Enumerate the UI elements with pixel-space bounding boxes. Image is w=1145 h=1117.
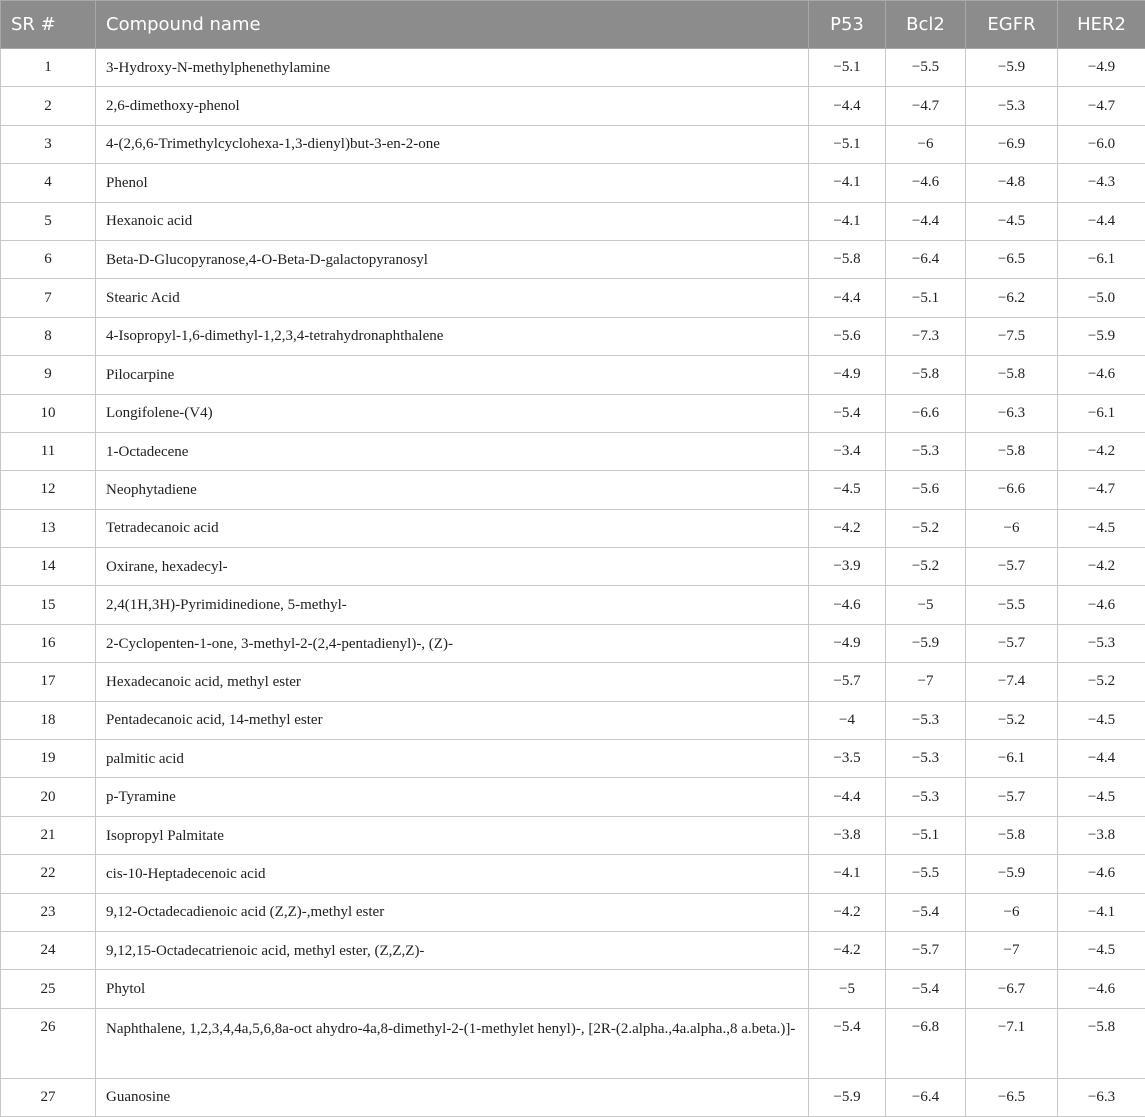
table-row — [1, 279, 1145, 317]
table-row — [1, 509, 1145, 547]
sr-cell: 15 — [1, 586, 96, 624]
table-row — [1, 855, 1145, 893]
her2-cell: −4.2 — [1058, 432, 1145, 470]
her2-cell: −3.8 — [1058, 816, 1145, 854]
p53-cell: −3.8 — [809, 816, 886, 854]
compound-name-cell: Phytol — [96, 970, 809, 1008]
sr-cell: 8 — [1, 317, 96, 355]
bcl2-cell: −6 — [886, 125, 966, 163]
p53-cell: −5.7 — [809, 663, 886, 701]
bcl2-cell: −5.9 — [886, 624, 966, 662]
compound-name-cell: 4-(2,6,6-Trimethylcyclohexa-1,3-dienyl)but-3-en-2-one — [96, 125, 809, 163]
table-row — [1, 240, 1145, 278]
table-row — [1, 970, 1145, 1008]
header-p53: P53 — [809, 1, 886, 49]
p53-cell: −5.6 — [809, 317, 886, 355]
bcl2-cell: −5 — [886, 586, 966, 624]
her2-cell: −4.7 — [1058, 471, 1145, 509]
p53-cell: −4.4 — [809, 778, 886, 816]
p53-cell: −4.4 — [809, 87, 886, 125]
her2-cell: −4.5 — [1058, 701, 1145, 739]
table-row — [1, 125, 1145, 163]
header-row — [1, 1, 1145, 49]
egfr-cell: −5.7 — [966, 778, 1058, 816]
egfr-cell: −5.3 — [966, 87, 1058, 125]
egfr-cell: −5.7 — [966, 548, 1058, 586]
sr-cell: 27 — [1, 1078, 96, 1116]
egfr-cell: −6 — [966, 893, 1058, 931]
her2-cell: −4.5 — [1058, 778, 1145, 816]
table-row — [1, 816, 1145, 854]
sr-cell: 1 — [1, 49, 96, 87]
egfr-cell: −7.4 — [966, 663, 1058, 701]
table-row — [1, 471, 1145, 509]
her2-cell: −4.5 — [1058, 509, 1145, 547]
header-sr: SR # — [1, 1, 96, 49]
bcl2-cell: −5.4 — [886, 893, 966, 931]
sr-cell: 10 — [1, 394, 96, 432]
compound-name-cell: Longifolene-(V4) — [96, 394, 809, 432]
p53-cell: −5.4 — [809, 394, 886, 432]
compound-name-cell: Naphthalene, 1,2,3,4,4a,5,6,8a-oct ahydro-4a,8-dimethyl-2-(1-methylet henyl)-, [2R-(2.alpha.,4a.alpha.,8 a.beta.)]- — [96, 1008, 809, 1078]
bcl2-cell: −7 — [886, 663, 966, 701]
table-row — [1, 317, 1145, 355]
table-row — [1, 586, 1145, 624]
header-bcl2: Bcl2 — [886, 1, 966, 49]
sr-cell: 7 — [1, 279, 96, 317]
p53-cell: −4.2 — [809, 893, 886, 931]
p53-cell: −4.2 — [809, 931, 886, 969]
her2-cell: −4.6 — [1058, 356, 1145, 394]
her2-cell: −4.3 — [1058, 164, 1145, 202]
compound-name-cell: 1-Octadecene — [96, 432, 809, 470]
her2-cell: −5.3 — [1058, 624, 1145, 662]
bcl2-cell: −5.2 — [886, 548, 966, 586]
sr-cell: 24 — [1, 931, 96, 969]
header-egfr: EGFR — [966, 1, 1058, 49]
p53-cell: −4.9 — [809, 624, 886, 662]
compound-name-cell: Neophytadiene — [96, 471, 809, 509]
sr-cell: 26 — [1, 1008, 96, 1078]
egfr-cell: −5.8 — [966, 432, 1058, 470]
egfr-cell: −6.3 — [966, 394, 1058, 432]
egfr-cell: −4.8 — [966, 164, 1058, 202]
sr-cell: 3 — [1, 125, 96, 163]
bcl2-cell: −5.5 — [886, 855, 966, 893]
compound-name-cell: 9,12-Octadecadienoic acid (Z,Z)-,methyl ester — [96, 893, 809, 931]
p53-cell: −5.9 — [809, 1078, 886, 1116]
p53-cell: −4.1 — [809, 164, 886, 202]
her2-cell: −5.0 — [1058, 279, 1145, 317]
table-row — [1, 394, 1145, 432]
egfr-cell: −7.5 — [966, 317, 1058, 355]
header-her2: HER2 — [1058, 1, 1145, 49]
egfr-cell: −6.6 — [966, 471, 1058, 509]
sr-cell: 25 — [1, 970, 96, 1008]
her2-cell: −4.5 — [1058, 931, 1145, 969]
compound-name-cell: 3-Hydroxy-N-methylphenethylamine — [96, 49, 809, 87]
her2-cell: −5.8 — [1058, 1008, 1145, 1078]
bcl2-cell: −4.6 — [886, 164, 966, 202]
egfr-cell: −6 — [966, 509, 1058, 547]
her2-cell: −4.1 — [1058, 893, 1145, 931]
egfr-cell: −5.5 — [966, 586, 1058, 624]
table-row — [1, 778, 1145, 816]
her2-cell: −4.7 — [1058, 87, 1145, 125]
her2-cell: −4.6 — [1058, 970, 1145, 1008]
sr-cell: 14 — [1, 548, 96, 586]
sr-cell: 4 — [1, 164, 96, 202]
egfr-cell: −6.1 — [966, 740, 1058, 778]
bcl2-cell: −5.3 — [886, 778, 966, 816]
bcl2-cell: −5.3 — [886, 701, 966, 739]
bcl2-cell: −5.8 — [886, 356, 966, 394]
egfr-cell: −5.8 — [966, 816, 1058, 854]
table-row — [1, 164, 1145, 202]
her2-cell: −4.6 — [1058, 586, 1145, 624]
compound-name-cell: Oxirane, hexadecyl- — [96, 548, 809, 586]
bcl2-cell: −5.7 — [886, 931, 966, 969]
p53-cell: −3.9 — [809, 548, 886, 586]
egfr-cell: −6.2 — [966, 279, 1058, 317]
compound-name-cell: Tetradecanoic acid — [96, 509, 809, 547]
sr-cell: 20 — [1, 778, 96, 816]
her2-cell: −6.0 — [1058, 125, 1145, 163]
egfr-cell: −5.9 — [966, 855, 1058, 893]
sr-cell: 2 — [1, 87, 96, 125]
bcl2-cell: −5.1 — [886, 279, 966, 317]
her2-cell: −4.6 — [1058, 855, 1145, 893]
sr-cell: 11 — [1, 432, 96, 470]
table-row — [1, 893, 1145, 931]
her2-cell: −5.2 — [1058, 663, 1145, 701]
bcl2-cell: −7.3 — [886, 317, 966, 355]
her2-cell: −4.9 — [1058, 49, 1145, 87]
sr-cell: 19 — [1, 740, 96, 778]
table-row — [1, 1008, 1145, 1078]
compound-name-cell: Pentadecanoic acid, 14-methyl ester — [96, 701, 809, 739]
egfr-cell: −5.8 — [966, 356, 1058, 394]
p53-cell: −4.2 — [809, 509, 886, 547]
bcl2-cell: −5.5 — [886, 49, 966, 87]
egfr-cell: −4.5 — [966, 202, 1058, 240]
bcl2-cell: −6.8 — [886, 1008, 966, 1078]
compound-name-cell: Hexadecanoic acid, methyl ester — [96, 663, 809, 701]
egfr-cell: −5.9 — [966, 49, 1058, 87]
p53-cell: −4.1 — [809, 855, 886, 893]
sr-cell: 18 — [1, 701, 96, 739]
her2-cell: −6.1 — [1058, 240, 1145, 278]
sr-cell: 23 — [1, 893, 96, 931]
her2-cell: −4.4 — [1058, 740, 1145, 778]
egfr-cell: −6.9 — [966, 125, 1058, 163]
sr-cell: 6 — [1, 240, 96, 278]
egfr-cell: −5.2 — [966, 701, 1058, 739]
p53-cell: −5.1 — [809, 49, 886, 87]
table-row — [1, 432, 1145, 470]
compound-name-cell: cis-10-Heptadecenoic acid — [96, 855, 809, 893]
sr-cell: 12 — [1, 471, 96, 509]
bcl2-cell: −6.6 — [886, 394, 966, 432]
bcl2-cell: −5.3 — [886, 740, 966, 778]
table-row — [1, 701, 1145, 739]
table-row — [1, 740, 1145, 778]
compound-name-cell: Beta-D-Glucopyranose,4-O-Beta-D-galactopyranosyl — [96, 240, 809, 278]
her2-cell: −5.9 — [1058, 317, 1145, 355]
p53-cell: −5 — [809, 970, 886, 1008]
bcl2-cell: −5.3 — [886, 432, 966, 470]
p53-cell: −5.1 — [809, 125, 886, 163]
compound-name-cell: Hexanoic acid — [96, 202, 809, 240]
compound-name-cell: Pilocarpine — [96, 356, 809, 394]
egfr-cell: −6.5 — [966, 240, 1058, 278]
compound-name-cell: 4-Isopropyl-1,6-dimethyl-1,2,3,4-tetrahydronaphthalene — [96, 317, 809, 355]
p53-cell: −3.4 — [809, 432, 886, 470]
her2-cell: −4.4 — [1058, 202, 1145, 240]
bcl2-cell: −6.4 — [886, 240, 966, 278]
compound-name-cell: Guanosine — [96, 1078, 809, 1116]
table-row — [1, 624, 1145, 662]
p53-cell: −4.1 — [809, 202, 886, 240]
compound-name-cell: Stearic Acid — [96, 279, 809, 317]
p53-cell: −5.4 — [809, 1008, 886, 1078]
p53-cell: −5.8 — [809, 240, 886, 278]
sr-cell: 17 — [1, 663, 96, 701]
bcl2-cell: −5.6 — [886, 471, 966, 509]
compound-name-cell: palmitic acid — [96, 740, 809, 778]
compound-name-cell: p-Tyramine — [96, 778, 809, 816]
egfr-cell: −7 — [966, 931, 1058, 969]
her2-cell: −6.3 — [1058, 1078, 1145, 1116]
p53-cell: −4.6 — [809, 586, 886, 624]
table-row — [1, 548, 1145, 586]
p53-cell: −3.5 — [809, 740, 886, 778]
p53-cell: −4.9 — [809, 356, 886, 394]
compound-name-cell: 2-Cyclopenten-1-one, 3-methyl-2-(2,4-pentadienyl)-, (Z)- — [96, 624, 809, 662]
header-compound-name: Compound name — [96, 1, 809, 49]
p53-cell: −4.4 — [809, 279, 886, 317]
p53-cell: −4.5 — [809, 471, 886, 509]
bcl2-cell: −4.4 — [886, 202, 966, 240]
sr-cell: 21 — [1, 816, 96, 854]
bcl2-cell: −5.2 — [886, 509, 966, 547]
sr-cell: 22 — [1, 855, 96, 893]
compound-name-cell: Isopropyl Palmitate — [96, 816, 809, 854]
her2-cell: −6.1 — [1058, 394, 1145, 432]
compound-name-cell: Phenol — [96, 164, 809, 202]
table-row — [1, 1078, 1145, 1116]
sr-cell: 16 — [1, 624, 96, 662]
sr-cell: 13 — [1, 509, 96, 547]
compound-name-cell: 2,4(1H,3H)-Pyrimidinedione, 5-methyl- — [96, 586, 809, 624]
table-row — [1, 663, 1145, 701]
bcl2-cell: −5.1 — [886, 816, 966, 854]
bcl2-cell: −5.4 — [886, 970, 966, 1008]
table-row — [1, 356, 1145, 394]
table-row — [1, 87, 1145, 125]
egfr-cell: −7.1 — [966, 1008, 1058, 1078]
table-row — [1, 931, 1145, 969]
egfr-cell: −6.7 — [966, 970, 1058, 1008]
her2-cell: −4.2 — [1058, 548, 1145, 586]
table-row — [1, 49, 1145, 87]
p53-cell: −4 — [809, 701, 886, 739]
compound-name-cell: 2,6-dimethoxy-phenol — [96, 87, 809, 125]
sr-cell: 9 — [1, 356, 96, 394]
sr-cell: 5 — [1, 202, 96, 240]
table-body — [1, 49, 1145, 1117]
bcl2-cell: −4.7 — [886, 87, 966, 125]
compound-name-cell: 9,12,15-Octadecatrienoic acid, methyl ester, (Z,Z,Z)- — [96, 931, 809, 969]
egfr-cell: −5.7 — [966, 624, 1058, 662]
table-row — [1, 202, 1145, 240]
egfr-cell: −6.5 — [966, 1078, 1058, 1116]
bcl2-cell: −6.4 — [886, 1078, 966, 1116]
